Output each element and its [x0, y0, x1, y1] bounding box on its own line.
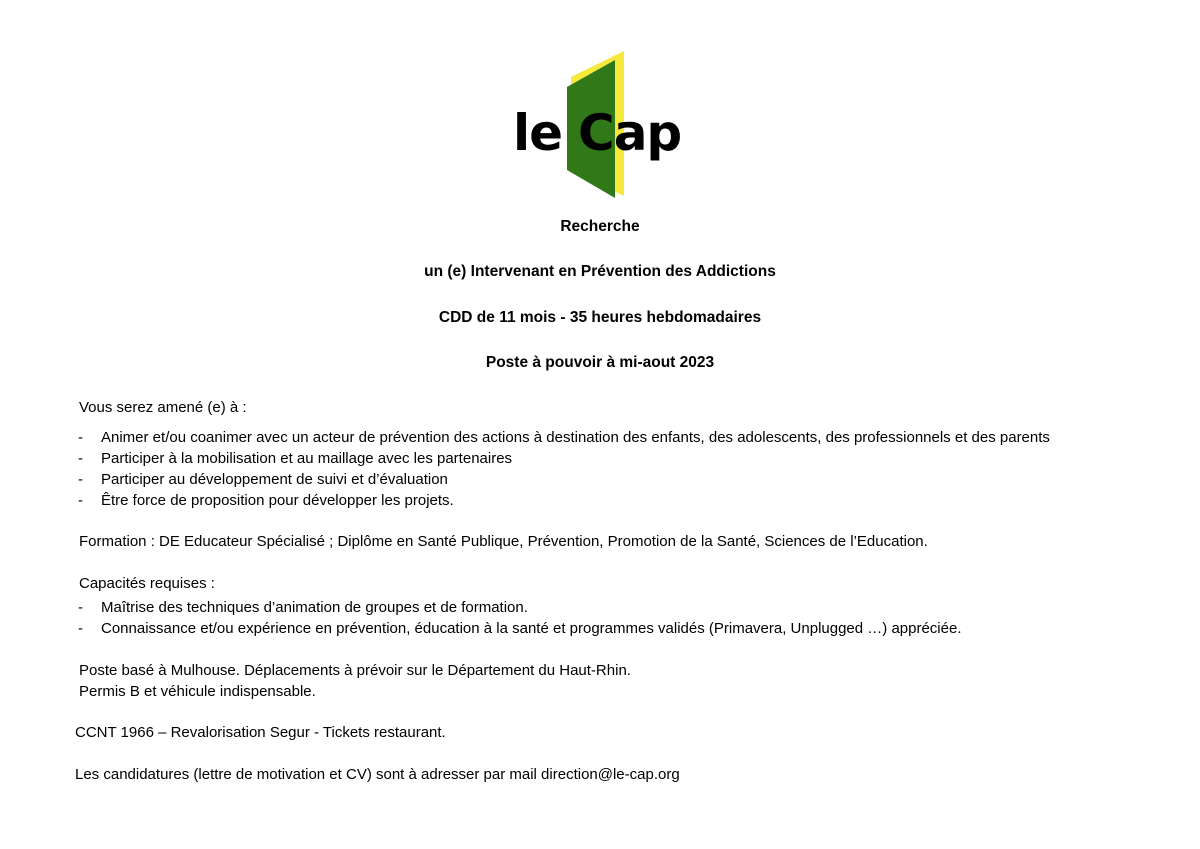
list-item: - Être force de proposition pour développer les projets. [78, 490, 1050, 511]
location-text: Poste basé à Mulhouse. Déplacements à prévoir sur le Département du Haut-Rhin. [79, 662, 631, 679]
formation-text: Formation : DE Educateur Spécialisé ; Diplôme en Santé Publique, Prévention, Promotion de la Santé, Sciences de l’Education. [79, 533, 928, 550]
license-text: Permis B et véhicule indispensable. [79, 683, 316, 700]
list-item: - Animer et/ou coanimer avec un acteur de prévention des actions à destination des enfants, des adolescents, des professionnels et des parents [78, 427, 1050, 448]
capacites-list [78, 597, 962, 639]
logo-word-le: le [513, 104, 563, 162]
heading-job-title: un (e) Intervenant en Prévention des Addictions [424, 263, 776, 280]
missions-intro: Vous serez amené (e) à : [79, 399, 247, 416]
missions-list [78, 427, 1050, 511]
list-item: - Participer au développement de suivi et d’évaluation [78, 469, 1050, 490]
list-item: - Maîtrise des techniques d’animation de groupes et de formation. [78, 597, 962, 618]
capacites-intro: Capacités requises : [79, 575, 215, 592]
logo-word-cap: Cap [578, 104, 682, 162]
heading-recherche: Recherche [560, 218, 640, 235]
application-text: Les candidatures (lettre de motivation et CV) sont à adresser par mail direction@le-cap.org [75, 766, 680, 783]
list-item: - Participer à la mobilisation et au maillage avec les partenaires [78, 448, 1050, 469]
list-item: - Connaissance et/ou expérience en prévention, éducation à la santé et programmes validés (Primavera, Unplugged …) appréciée. [78, 618, 962, 639]
heading-start-date: Poste à pouvoir à mi-aout 2023 [485, 354, 715, 371]
heading-contract: CDD de 11 mois - 35 heures hebdomadaires [438, 309, 762, 326]
conditions-text: CCNT 1966 – Revalorisation Segur - Tickets restaurant. [75, 724, 446, 741]
